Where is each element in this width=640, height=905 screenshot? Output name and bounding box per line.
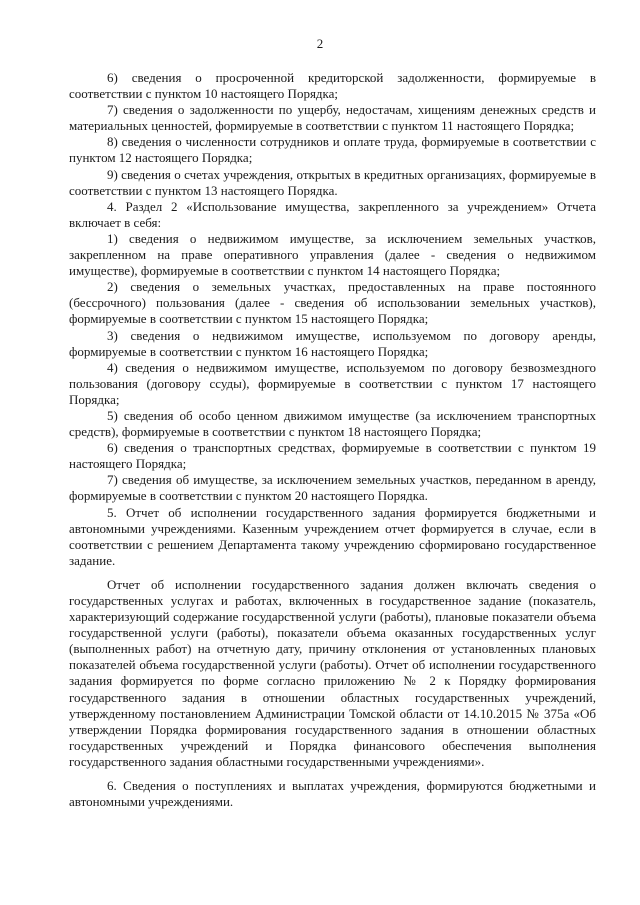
paragraph-section-6: 6. Сведения о поступлениях и выплатах учреждения, формируются бюджетными и автономными учреждениями. [69, 778, 596, 810]
paragraph-item-8: 8) сведения о численности сотрудников и оплате труда, формируемые в соответствии с пунктом 12 настоящего Порядка; [69, 134, 596, 166]
paragraph-item-6b: 6) сведения о транспортных средствах, формируемые в соответствии с пунктом 19 настоящего Порядка; [69, 440, 596, 472]
paragraph-item-9: 9) сведения о счетах учреждения, открытых в кредитных организациях, формируемые в соответствии с пунктом 13 настоящего Порядка. [69, 166, 596, 198]
page-number: 2 [316, 36, 324, 51]
paragraph-item-7: 7) сведения о задолженности по ущербу, недостачам, хищениям денежных средств и материальных ценностей, формируемые в соответствии с пунктом 11 настоящего Порядка; [69, 102, 596, 134]
paragraph-item-2: 2) сведения о земельных участках, предоставленных на праве постоянного (бессрочного) пользования (далее - сведения об использовании земельных участков), формируемые в соответствии с пунктом 15 настоящего Порядка; [69, 279, 596, 327]
paragraph-section-4: 4. Раздел 2 «Использование имущества, закрепленного за учреждением» Отчета включает в себя: [69, 198, 596, 230]
paragraph-item-3: 3) сведения о недвижимом имуществе, используемом по договору аренды, формируемые в соответствии с пунктом 16 настоящего Порядка; [69, 327, 596, 359]
paragraph-item-7b: 7) сведения об имуществе, за исключением земельных участков, переданном в аренду, формируемые в соответствии с пунктом 20 настоящего Порядка. [69, 472, 596, 504]
document-body [69, 70, 596, 810]
paragraph-report-contents: Отчет об исполнении государственного задания должен включать сведения о государственных услугах и работах, включенных в государственное задание (показатель, характеризующий содержание государственной услуги (работы), плановые показатели объема государственной услуги (работы), показатели объема оказанных государственных услуг (выполненных работ) на отчетную дату, причину отклонения от установленных плановых показателей объема государственной услуги (работы). Отчет об исполнении государственного задания формируется по форме согласно приложению № 2 к Порядку формирования государственного задания в отношении областных государственных учреждений, утвержденному постановлением Администрации Томской области от 14.10.2015 № 375а «Об утверждении Порядка формирования государственного задания в отношении областных государственных учреждений и Порядка финансового обеспечения выполнения государственного задания областными государственными учреждениями». [69, 576, 596, 769]
paragraph-section-5: 5. Отчет об исполнении государственного задания формируется бюджетными и автономными учреждениями. Казенным учреждением отчет формируется в случае, если в соответствии с решением Департамента такому учреждению сформировано государственное задание. [69, 504, 596, 568]
paragraph-item-4: 4) сведения о недвижимом имуществе, используемом по договору безвозмездного пользования (договору ссуды), формируемые в соответствии с пунктом 17 настоящего Порядка; [69, 359, 596, 407]
paragraph-item-1: 1) сведения о недвижимом имуществе, за исключением земельных участков, закрепленном на праве оперативного управления (далее - сведения о недвижимом имуществе), формируемые в соответствии с пунктом 14 настоящего Порядка; [69, 230, 596, 279]
paragraph-item-5: 5) сведения об особо ценном движимом имуществе (за исключением транспортных средств), формируемые в соответствии с пунктом 18 настоящего Порядка; [69, 407, 596, 440]
paragraph-item-6: 6) сведения о просроченной кредиторской задолженности, формируемые в соответствии с пунктом 10 настоящего Порядка; [69, 70, 596, 102]
